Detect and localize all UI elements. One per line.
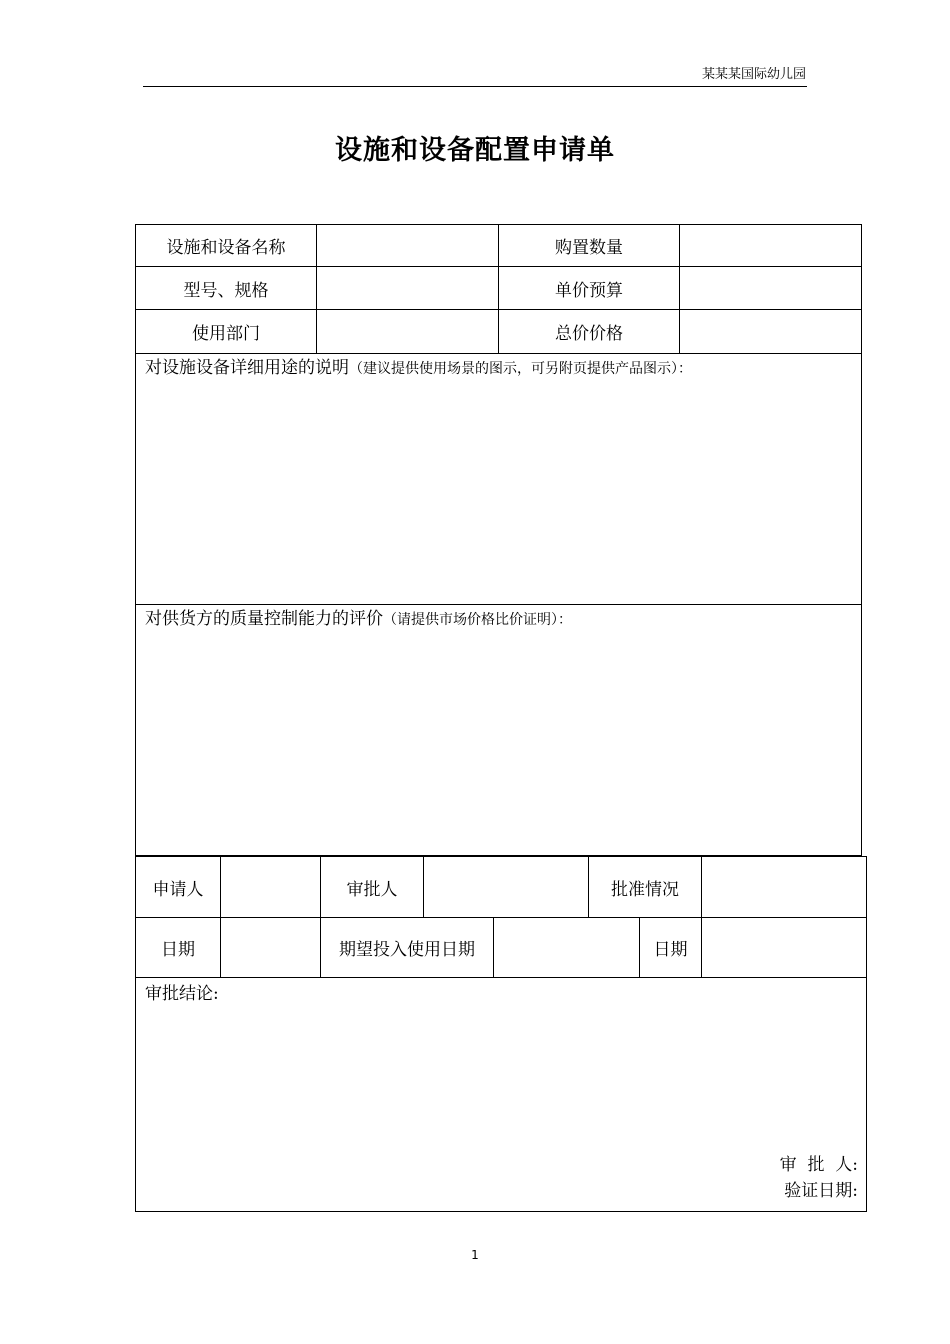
equipment-name-label: 设施和设备名称: [166, 238, 286, 258]
header-divider: [143, 86, 807, 87]
conclusion-approver-label: 审 批 人:: [779, 1155, 858, 1175]
model-spec-field[interactable]: [317, 267, 498, 309]
page-title: 设施和设备配置申请单: [335, 135, 615, 166]
usage-description-note: （建议提供使用场景的图示，可另附页提供产品图示）：: [349, 361, 692, 377]
equipment-name-field[interactable]: [317, 225, 498, 266]
approval-status-field[interactable]: [702, 857, 866, 917]
expected-use-date-field[interactable]: [494, 918, 639, 977]
department-field[interactable]: [317, 310, 498, 353]
conclusion-label: 审批结论:: [145, 984, 219, 1004]
applicant-field[interactable]: [221, 857, 320, 917]
supplier-evaluation-label: 对供货方的质量控制能力的评价: [145, 609, 383, 629]
purchase-quantity-label: 购置数量: [555, 238, 623, 258]
approver-label: 审批人: [346, 879, 398, 900]
usage-description-label: 对设施设备详细用途的说明: [145, 358, 349, 378]
row-divider: [135, 604, 862, 605]
expected-use-date-label: 期望投入使用日期: [339, 940, 475, 960]
supplier-evaluation-section[interactable]: [145, 607, 855, 632]
department-label: 使用部门: [192, 324, 260, 344]
row-divider: [135, 353, 862, 354]
date-field[interactable]: [221, 918, 320, 977]
unit-budget-field[interactable]: [680, 267, 861, 309]
header-org-name: 某某某国际幼儿园: [701, 67, 806, 82]
approval-date-field[interactable]: [702, 918, 866, 977]
usage-description-section[interactable]: [145, 356, 855, 381]
applicant-label: 申请人: [152, 879, 204, 900]
unit-budget-label: 单价预算: [555, 280, 623, 301]
model-spec-label: 型号、规格: [183, 280, 269, 301]
approver-field[interactable]: [424, 857, 588, 917]
total-price-label: 总价价格: [555, 324, 623, 344]
page-number: 1: [471, 1248, 479, 1262]
purchase-quantity-field[interactable]: [680, 225, 861, 266]
total-price-field[interactable]: [680, 310, 861, 353]
row-divider: [135, 977, 867, 978]
approval-date-label: 日期: [653, 940, 688, 960]
date-label: 日期: [161, 940, 195, 960]
approval-status-label: 批准情况: [611, 879, 679, 900]
supplier-evaluation-note: （请提供市场价格比价证明）：: [383, 612, 572, 628]
conclusion-field[interactable]: [136, 1008, 736, 1198]
verify-date-label: 验证日期:: [784, 1181, 858, 1201]
